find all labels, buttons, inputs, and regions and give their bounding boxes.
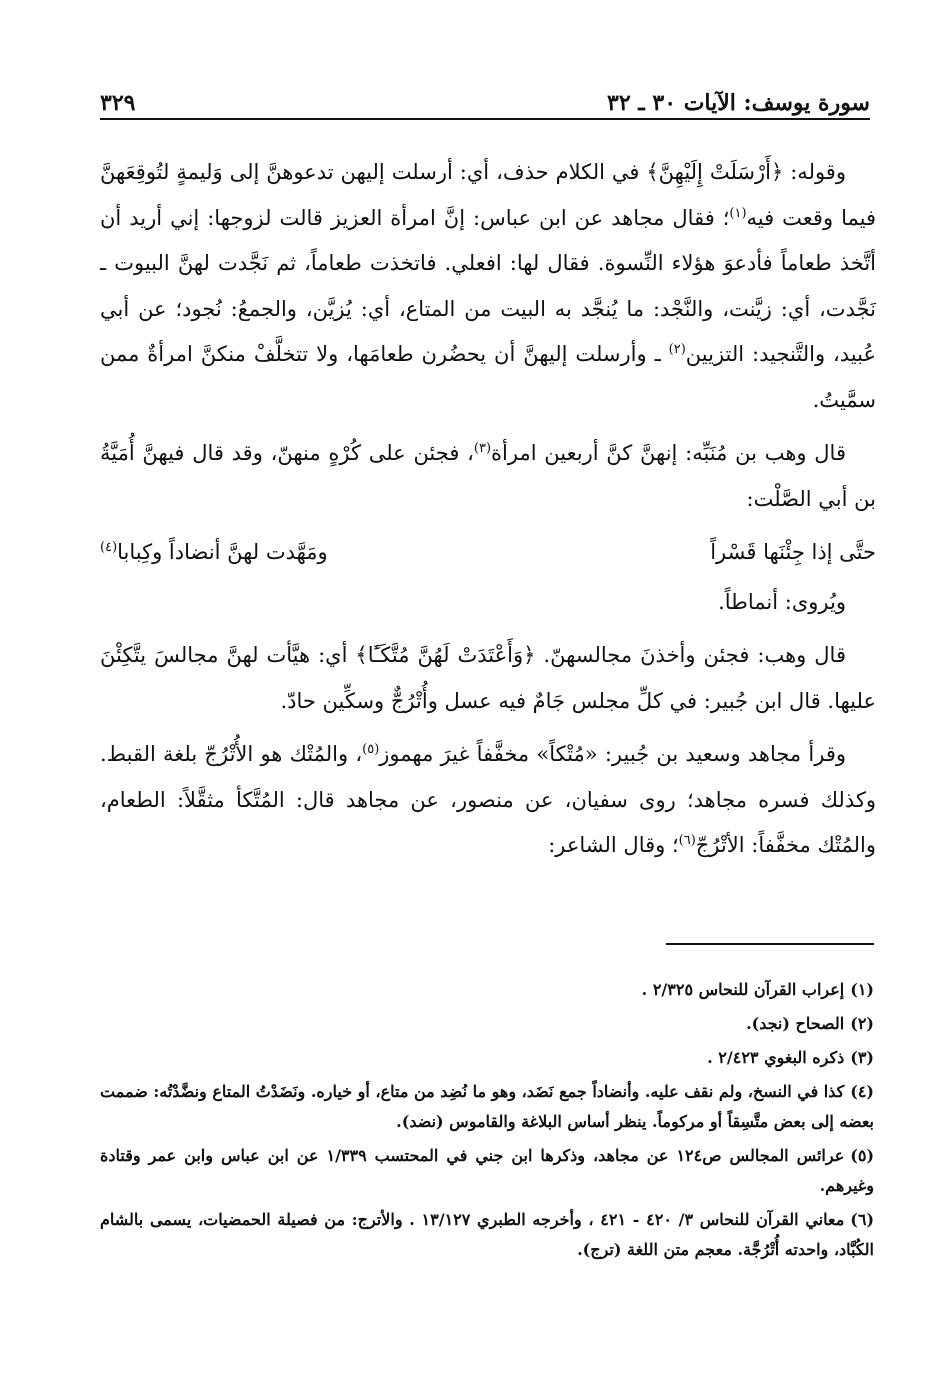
footnote-separator [666, 943, 874, 945]
footnote: (١)إعراب القرآن للنحاس ٢/٣٢٥ . [641, 980, 874, 999]
paragraph: وقرأ مجاهد وسعيد بن جُبير: «مُتْكاً» مخفَّفاً غيرَ مهموز$^{(٥)}$، والمُتْك هو الأُتْرُجّ بلغة القبط. وكذلك فسره مجاهد؛ روى سفيان، عن منصور، عن مجاهد قال: المُتَّكأ مثقَّلاً: الطعام، والمُتْك مخفَّفاً: الأتْرُجّ$^{(٦)}$؛ وقال الشاعر: [100, 742, 876, 857]
paragraph: قال وهب بن مُنَبِّه: إنهنَّ كنَّ أربعين امرأة$^{(٣)}$، فجئن على كُرْهٍ منهنّ، وقد قال فيهنَّ أُمَيَّةُ بن أبي الصَّلْت: [100, 441, 876, 511]
main-text [100, 150, 876, 877]
page-header [100, 78, 870, 120]
footnote: (٥)عرائس المجالس ص١٢٤ عن مجاهد، وذكرها ابن جني في المحتسب ١/٣٣٩ عن ابن عباس وابن عمر وقتادة وغيرهم. [100, 1146, 875, 1195]
page-number: ٣٢٩ [100, 90, 136, 116]
footnote-ref: (٢) [668, 342, 686, 357]
footnote: (٤)كذا في النسخ، ولم نقف عليه. وأنضاداً جمع نَضَد، وهو ما نُضِد من متاع، أو خياره. ونَضَدْتُ المتاع ونضَّدْتُه: ضممت بعضه إلى بعض متَّسِقاً أو مركوماً. ينظر أساس البلاغة والقاموس (نضد). [100, 1082, 874, 1131]
paragraph: وقوله: ﴿أَرْسَلَتْ إِلَيْهِنَّ﴾ في الكلام حذف، أي: أرسلت إليهن تدعوهنَّ إلى وَليمةٍ لتُوقِعَهنَّ فيما وقعت فيه$^{(١)}$؛ فقال مجاهد عن ابن عباس: إنَّ امرأة العزيز قالت لزوجها: إني أريد أن أتَّخذ طعاماً فأدعوَ هؤلاء النِّسوة. فقال لها: افعلي. فاتخذت طعاماً، ثم نَجَّدت لهنَّ البيوت ـ نَجَّدت، أي: زيَّنت، والنَّجْد: ما يُنجَّد به البيت من المتاع، أي: يُزيَّن، والجمعُ: نُجود؛ عن أبي عُبيد، والتَّنجيد: التزيين$^{(٢)}$ ـ وأرسلت إليهنَّ أن يحضُرن طعامَها، ولا تتخلَّفْ منكنَّ امرأةٌ ممن سمَّيتُ. [100, 160, 877, 412]
verse-second-hemistich: ومَهَّدت لهنَّ أنضاداً وكِبابا$^{(٤)}$ [100, 540, 328, 564]
footnote-ref: (١) [729, 205, 747, 221]
footnote-ref: (٥) [362, 742, 380, 757]
footnote-ref: (٤) [100, 540, 118, 555]
footnote-ref: (٦) [678, 833, 696, 848]
footnote-ref: (٣) [473, 441, 492, 456]
footnote: (٣)ذكره البغوي ٢/٤٢٣ . [707, 1048, 874, 1067]
paragraph: ويُروى: أنماطاً. [718, 589, 846, 614]
paragraph: قال وهب: فجئن وأخذنَ مجالسهنّ. ﴿وَأَعْتَدَتْ لَهُنَّ مُتَّكَـًٔا﴾ أي: هيَّأت لهنَّ مجالسَ يتَّكِئْنَ عليها. قال ابن جُبير: في كلِّ مجلس جَامٌ فيه عسل وأُتْرُجٌّ وسكِّين حادّ. [100, 643, 876, 713]
footnote: (٦)معاني القرآن للنحاس ٣/ ٤٢٠ - ٤٢١ ، وأخرجه الطبري ١٣/١٢٧ . والأترج: من فصيلة الحمضيات، يسمى بالشام الكُبَّاد، واحدته أُتْرُجَّة. معجم متن اللغة (ترج). [100, 1210, 875, 1259]
footnote: (٢)الصحاح (نجد). [746, 1014, 874, 1033]
verse-first-hemistich: حتَّى إذا جِئْنَها قَسْراً [710, 540, 876, 564]
footnotes [100, 975, 874, 1269]
poem-verse [100, 530, 876, 576]
running-title: سورة يوسف: الآيات ٣٠ ـ ٣٢ [607, 90, 870, 116]
